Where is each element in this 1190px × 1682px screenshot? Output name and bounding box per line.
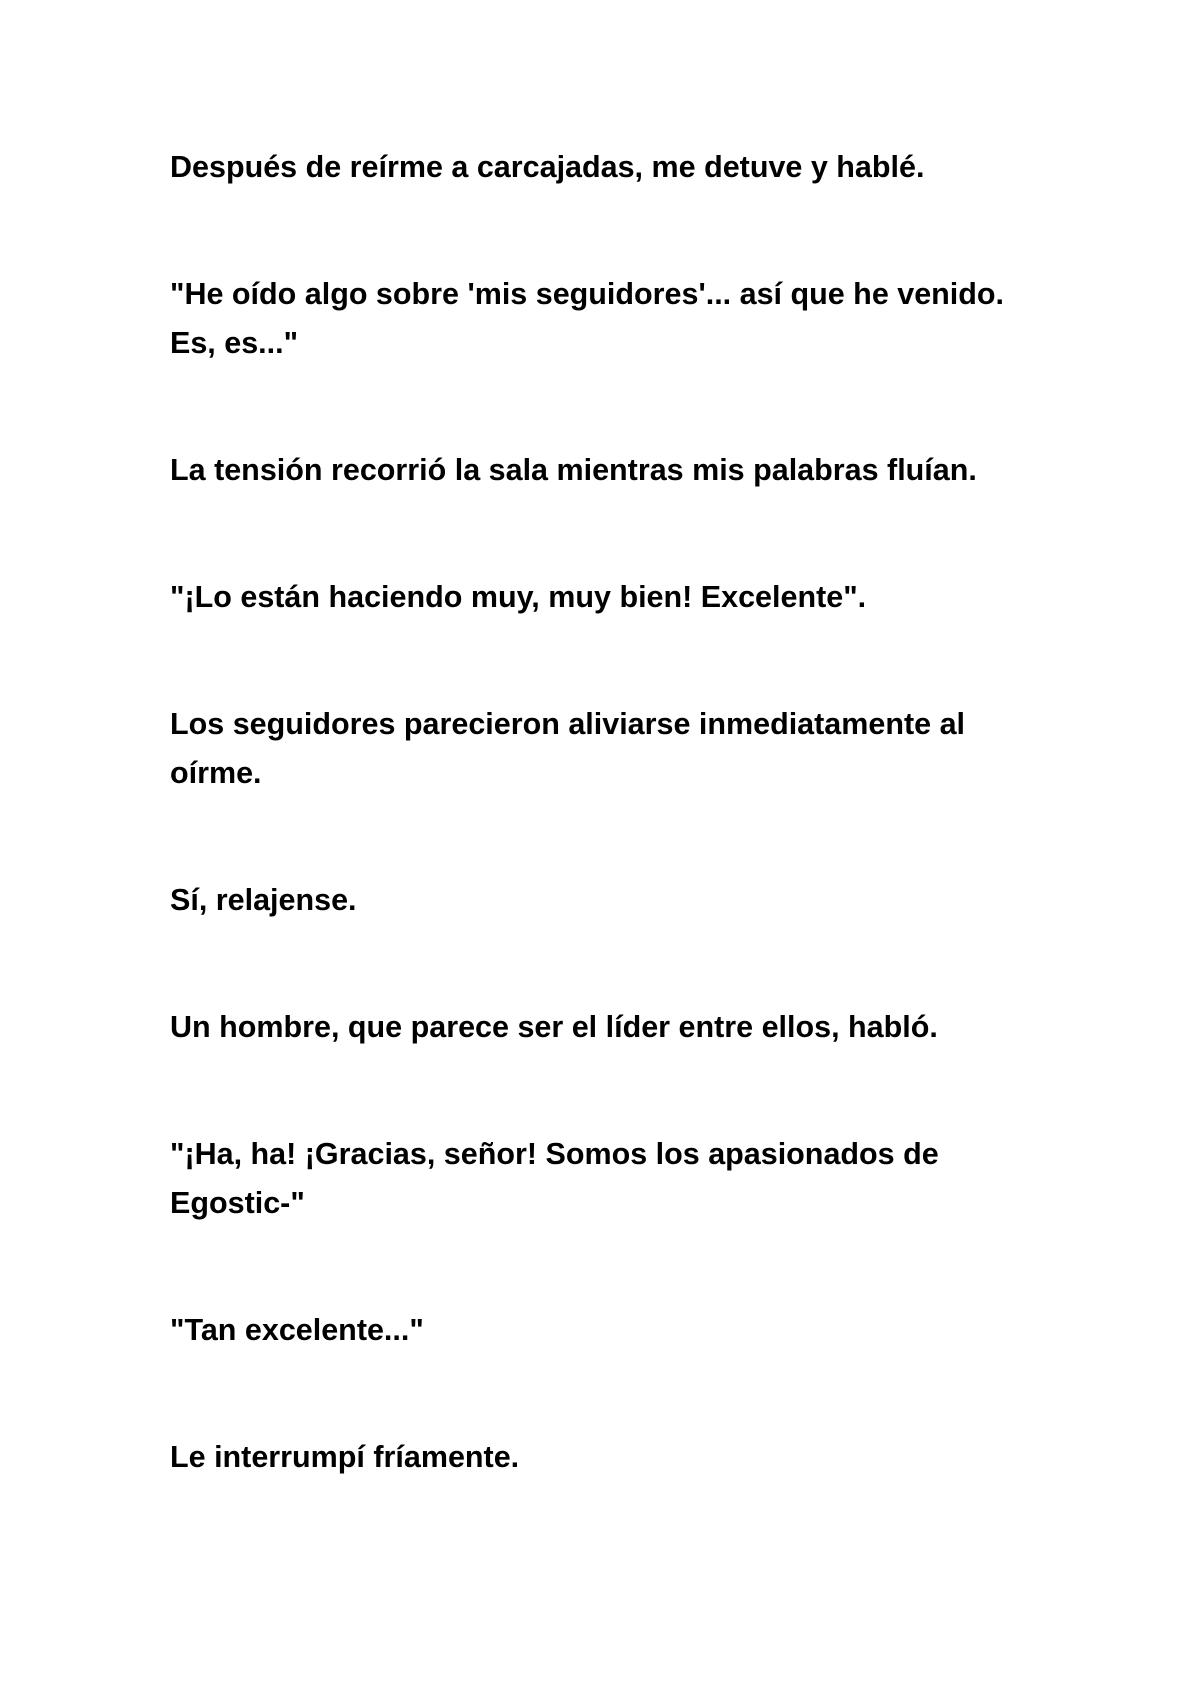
paragraph-3: La tensión recorrió la sala mientras mis palabras fluían. — [170, 453, 977, 487]
paragraph-6: Sí, relajense. — [170, 883, 357, 917]
paragraph-7: Un hombre, que parece ser el líder entre ellos, habló. — [170, 1010, 938, 1044]
paragraph-1: Después de reírme a carcajadas, me detuve y hablé. — [170, 150, 925, 184]
paragraph-2: "He oído algo sobre 'mis seguidores'... así que he venido. Es, es..." — [170, 277, 1005, 360]
paragraph-5: Los seguidores parecieron aliviarse inmediatamente al oírme. — [170, 707, 966, 790]
paragraph-10: Le interrumpí fríamente. — [170, 1440, 520, 1474]
paragraph-8: "¡Ha, ha! ¡Gracias, señor! Somos los apasionados de Egostic-" — [170, 1137, 939, 1220]
paragraph-4: "¡Lo están haciendo muy, muy bien! Excelente". — [170, 580, 867, 614]
paragraph-9: "Tan excelente..." — [170, 1313, 424, 1347]
